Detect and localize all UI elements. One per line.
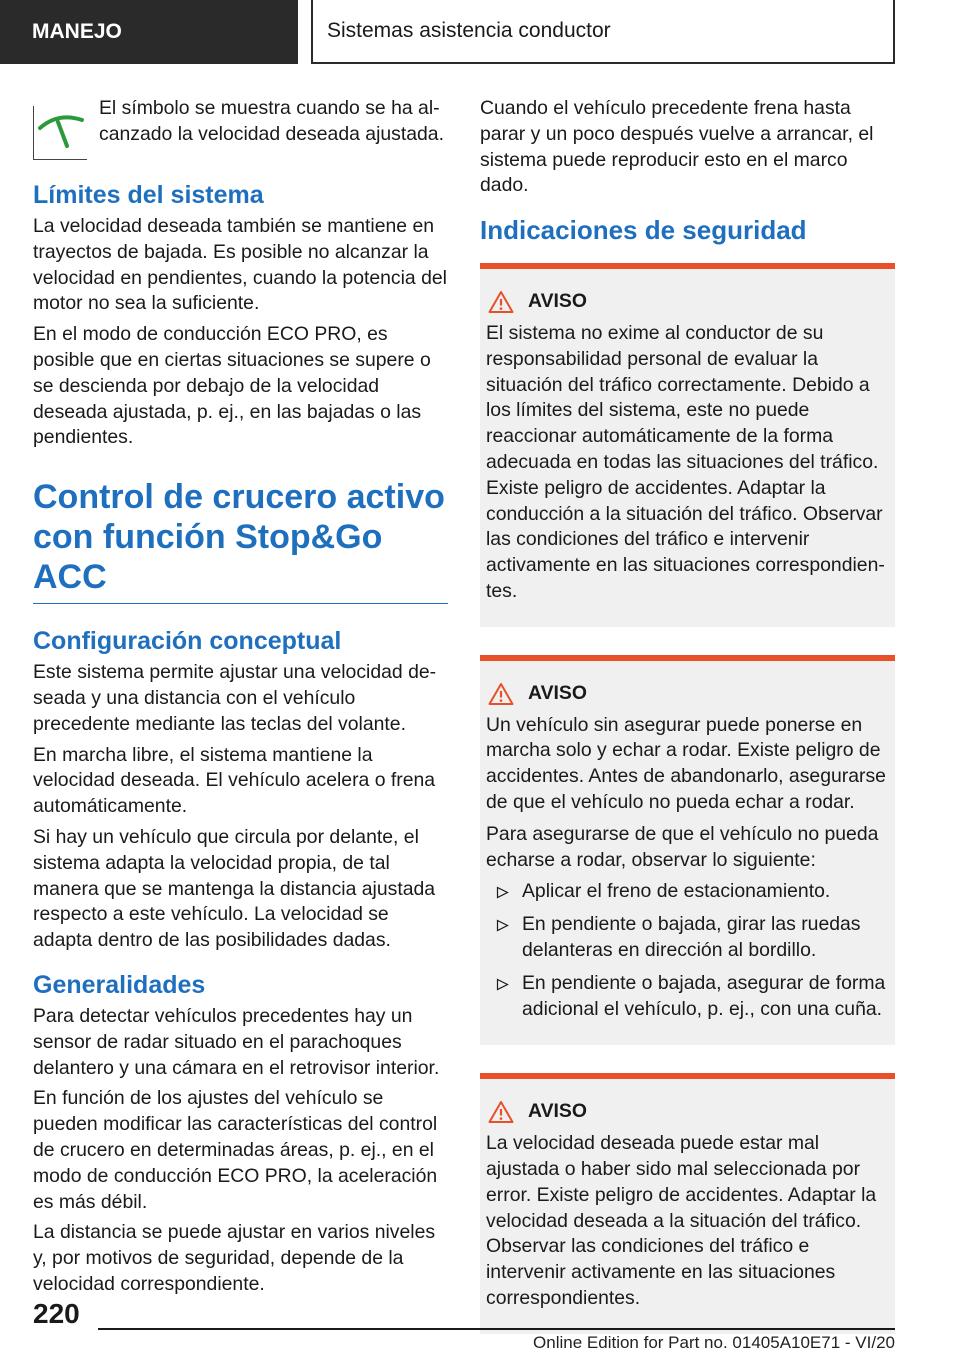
warning-triangle-icon xyxy=(488,1100,514,1124)
list-item: Aplicar el freno de estacionamiento. xyxy=(486,879,887,905)
main-heading: Control de crucero activo con función Stop&Go ACC xyxy=(33,477,448,604)
chapter-tab xyxy=(0,0,298,64)
warning-box-3 xyxy=(480,1073,895,1333)
concept-heading: Configuración conceptual xyxy=(33,627,342,656)
concept-paragraph-2: En marcha libre, el sistema mantiene la velocidad deseada. El vehículo acelera o frena automáticamente. xyxy=(33,743,436,818)
symbol-row xyxy=(33,96,448,160)
limits-paragraph-2: En el modo de conducción ECO PRO, es posible que en ciertas situaciones se supere o se descienda por debajo de la velocidad deseada ajustada, p. ej., en las bajadas o las pendientes. xyxy=(33,323,431,449)
warning-triangle-icon xyxy=(488,290,514,314)
general-paragraph-3: La distancia se puede ajustar en varios niveles y, por motivos de seguridad, depende de la velocidad correspondiente. xyxy=(33,1221,436,1295)
warning-title: AVISO xyxy=(528,1100,587,1123)
warning-triangle-icon xyxy=(488,682,514,706)
concept-paragraph-3: Si hay un vehículo que circula por delante, el sistema adapta la velocidad propia, de tal manera que se mantenga la distancia ajustada respecto a este vehículo. La velocidad se adapta dentro de las posibilidades dadas. xyxy=(33,825,436,952)
intro-paragraph: Cuando el vehículo precedente frena hasta parar y un poco después vuelve a arrancar, el sistema puede reproducir esto en el marco dado. xyxy=(480,97,874,197)
concept-paragraph-1: Este sistema permite ajustar una velocidad deseada y una distancia con el vehículo precedente mediante las teclas del volante. xyxy=(33,661,437,735)
left-column xyxy=(33,96,448,1303)
warning-text: La velocidad deseada puede estar mal ajustada o haber sido mal seleccionada por error. Existe peligro de accidentes. Adaptar la velocidad deseada a la situación del tráfico. Observar las condiciones del tráfico e intervenir activamente en las situaciones correspondientes. xyxy=(486,1132,877,1309)
warning-box-1 xyxy=(480,263,895,627)
list-item: En pendiente o bajada, girar las ruedas delanteras en dirección al bordillo. xyxy=(486,912,887,964)
warning-text: Un vehículo sin asegurar puede ponerse en marcha solo y echar a rodar. Existe peligro de accidentes. Antes de abandonarlo, asegurarse de que el vehículo no pueda echar a rodar. xyxy=(486,713,886,813)
right-column xyxy=(480,96,895,1362)
bullet-list xyxy=(486,879,887,1022)
warning-text-2: Para asegurarse de que el vehículo no pueda echarse a rodar, observar lo siguiente: xyxy=(486,822,879,871)
symbol-description: El símbolo se muestra cuando se ha alcanzado la velocidad deseada ajustada. xyxy=(99,97,444,145)
general-heading: Generalidades xyxy=(33,970,206,999)
bullet-triangle-icon xyxy=(496,886,509,899)
speed-reached-icon xyxy=(33,106,87,160)
footer-divider xyxy=(98,1328,895,1330)
page-number: 220 xyxy=(33,1298,80,1329)
safety-heading: Indicaciones de seguridad xyxy=(480,215,807,246)
list-item: En pendiente o bajada, asegurar de forma adicional el vehículo, p. ej., con una cuña. xyxy=(486,971,887,1023)
section-header xyxy=(311,0,895,64)
edition-info: Online Edition for Part no. 01405A10E71 - VI/20 xyxy=(533,1333,895,1352)
bullet-triangle-icon xyxy=(496,978,509,991)
section-title: Sistemas asistencia conductor xyxy=(327,19,611,42)
warning-title: AVISO xyxy=(528,681,587,704)
limits-paragraph-1: La velocidad deseada también se mantiene en trayectos de bajada. Es posible no alcanzar la velocidad en pendientes, cuando la potencia del motor no sea la suficiente. xyxy=(33,215,447,315)
warning-text: El sistema no exime al conductor de su responsabilidad personal de evaluar la situación del tráfico correctamente. Debido a los límites del sistema, este no puede reaccionar automáticamente de la forma adecuada en todas las situaciones del tráfico. Existe peligro de accidentes. Adaptar la conducción a la situación del tráfico. Observar las condiciones del tráfico e intervenir activamente en las situaciones correspondientes. xyxy=(486,321,885,602)
limits-heading: Límites del sistema xyxy=(33,181,264,209)
general-paragraph-1: Para detectar vehículos precedentes hay un sensor de radar situado en el parachoques delantero y una cámara en el retrovisor interior. xyxy=(33,1004,440,1079)
bullet-triangle-icon xyxy=(496,919,509,932)
general-paragraph-2: En función de los ajustes del vehículo se pueden modificar las características del control de crucero en determinadas áreas, p. ej., en el modo de conducción ECO PRO, la aceleración es más débil. xyxy=(33,1087,438,1213)
warning-box-2 xyxy=(480,655,895,1046)
chapter-label: MANEJO xyxy=(32,20,122,43)
warning-title: AVISO xyxy=(528,290,587,313)
